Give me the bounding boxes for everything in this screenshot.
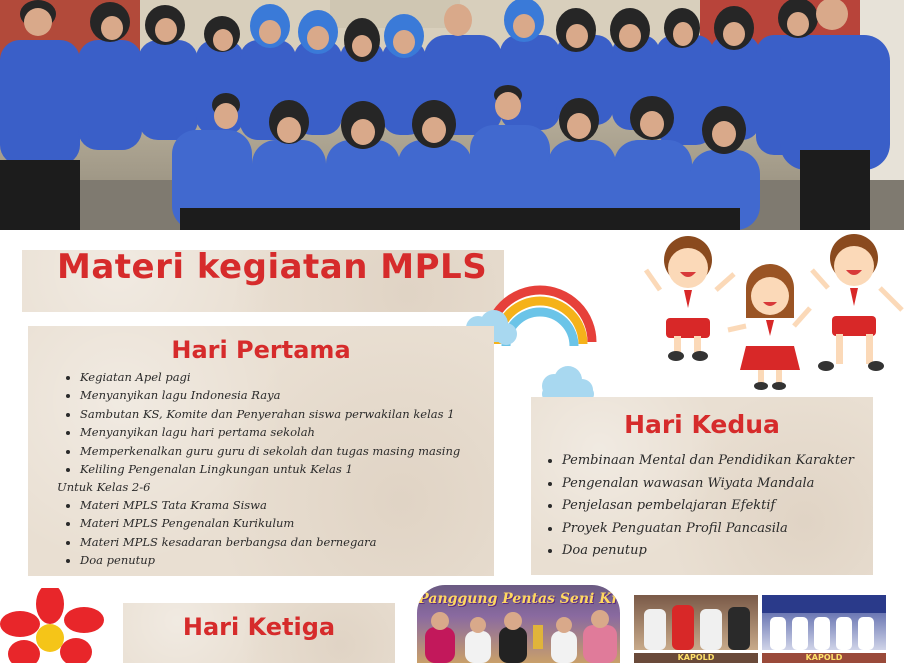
list-item: • Menyanyikan lagu Indonesia Raya xyxy=(80,386,460,404)
thumbnail-caption: KAPOLD xyxy=(805,653,843,662)
group-photo xyxy=(0,0,904,230)
list-item: • Kegiatan Apel pagi xyxy=(80,368,460,386)
children-icon xyxy=(640,230,904,400)
day1-heading: Hari Pertama xyxy=(171,336,351,364)
day1-sublist xyxy=(58,496,377,570)
event-photo-people xyxy=(417,607,620,663)
thumbnail-photo xyxy=(762,595,886,650)
thumbnail-photo xyxy=(762,653,886,663)
list-item: • Doa penutup xyxy=(80,551,377,569)
list-item: • Pengenalan wawasan Wiyata Mandala xyxy=(562,473,854,496)
group-photo-drawing xyxy=(0,0,904,230)
day2-list xyxy=(540,450,854,563)
list-item: • Menyanyikan lagu hari pertama sekolah xyxy=(80,423,460,441)
list-item: • Materi MPLS kesadaran berbangsa dan bernegara xyxy=(80,533,377,551)
list-item: • Memperkenalkan guru guru di sekolah dan tugas masing masing xyxy=(80,442,460,460)
list-item: • Keliling Pengenalan Lingkungan untuk Kelas 1 xyxy=(80,460,460,478)
thumbnail-caption: KAPOLD xyxy=(677,653,715,662)
thumbnail-photo xyxy=(634,653,758,663)
page-title: Materi kegiatan MPLS xyxy=(57,247,488,287)
thumbnail-photo xyxy=(634,595,758,650)
day3-heading: Hari Ketiga xyxy=(182,613,336,641)
event-photo xyxy=(417,585,620,663)
list-item: • Doa penutup xyxy=(562,540,854,563)
list-item: • Penjelasan pembelajaran Efektif xyxy=(562,495,854,518)
list-item: • Materi MPLS Pengenalan Kurikulum xyxy=(80,514,377,532)
thumbnail-people xyxy=(762,595,886,650)
day1-subheading: Untuk Kelas 2-6 xyxy=(57,480,151,494)
list-item: • Pembinaan Mental dan Pendidikan Karakter xyxy=(562,450,854,473)
list-item: • Proyek Penguatan Profil Pancasila xyxy=(562,518,854,541)
day1-list xyxy=(58,368,460,478)
list-item: • Materi MPLS Tata Krama Siswa xyxy=(80,496,377,514)
day2-heading: Hari Kedua xyxy=(624,410,780,439)
flower-icon xyxy=(0,588,118,663)
thumbnail-people xyxy=(634,595,758,650)
list-item: • Sambutan KS, Komite dan Penyerahan siswa perwakilan kelas 1 xyxy=(80,405,460,423)
event-banner-text: Panggung Pentas Seni Kr xyxy=(418,591,619,607)
